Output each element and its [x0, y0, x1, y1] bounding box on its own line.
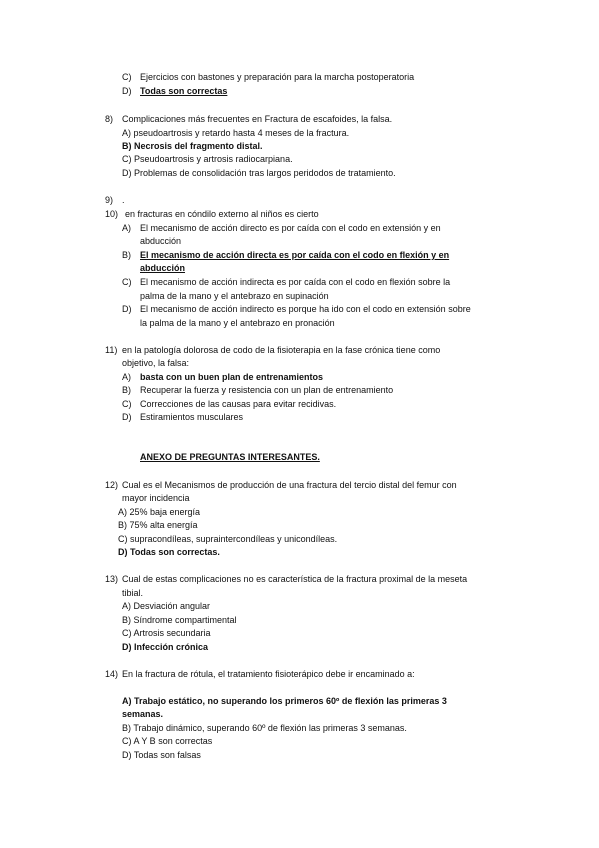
- question-number: 8): [105, 114, 114, 124]
- question-stem: objetivo, la falsa:: [122, 358, 190, 368]
- correct-answer: A) Trabajo estático, no superando los primeros 60º de flexión las primeras 3: [122, 696, 447, 706]
- question-number: 10): [105, 209, 119, 219]
- question-stem: .: [122, 195, 125, 205]
- option-text: El mecanismo de acción indirecta es por caída con el codo en flexión sobre la: [140, 277, 451, 287]
- option-label: D): [122, 304, 132, 314]
- question-stem: Complicaciones más frecuentes en Fractura de escafoides, la falsa.: [122, 114, 393, 124]
- option-label: C): [122, 277, 132, 287]
- option-label: C): [122, 399, 132, 409]
- option-text: B) Trabajo dinámico, superando 60º de flexión las primeras 3 semanas.: [122, 723, 407, 733]
- option-text: Estiramientos musculares: [140, 412, 244, 422]
- option-text: C) supracondíleas, supraintercondíleas y unicondíleas.: [118, 534, 338, 544]
- option-label: A): [122, 372, 131, 382]
- question-stem: Cual de estas complicaciones no es característica de la fractura proximal de la meseta: [122, 574, 468, 584]
- option-text: El mecanismo de acción indirecto es porque ha ido con el codo en extensión sobre: [140, 304, 471, 314]
- option-text: A) pseudoartrosis y retardo hasta 4 meses de la fractura.: [122, 128, 350, 138]
- option-text: C) A Y B son correctas: [122, 736, 213, 746]
- option-label: D): [122, 412, 132, 422]
- option-text: D) Problemas de consolidación tras largos peridodos de tratamiento.: [122, 168, 396, 178]
- option-label: A): [122, 223, 131, 233]
- correct-answer: B) Necrosis del fragmento distal.: [122, 141, 263, 151]
- correct-answer: abducción: [140, 263, 186, 273]
- question-number: 12): [105, 480, 119, 490]
- option-label: D): [122, 86, 132, 96]
- correct-answer: Todas son correctas: [140, 86, 228, 96]
- question-stem: en la patología dolorosa de codo de la fisioterapia en la fase crónica tiene como: [122, 345, 441, 355]
- option-label: C): [122, 72, 132, 82]
- question-stem: En la fractura de rótula, el tratamiento fisioterápico debe ir encaminado a:: [122, 669, 415, 679]
- correct-answer: D) Infección crónica: [122, 642, 209, 652]
- option-text: D) Todas son falsas: [122, 750, 201, 760]
- correct-answer: D) Todas son correctas.: [118, 547, 220, 557]
- section-heading: ANEXO DE PREGUNTAS INTERESANTES.: [140, 452, 320, 462]
- question-number: 13): [105, 574, 119, 584]
- option-label: B): [122, 385, 131, 395]
- option-text: Recuperar la fuerza y resistencia con un plan de entrenamiento: [140, 385, 394, 395]
- question-stem: Cual es el Mecanismos de producción de una fractura del tercio distal del femur con: [122, 480, 457, 490]
- option-text: Ejercicios con bastones y preparación para la marcha postoperatoria: [140, 72, 415, 82]
- correct-answer: semanas.: [122, 709, 164, 719]
- option-text: Correcciones de las causas para evitar recidivas.: [140, 399, 337, 409]
- option-text: B) Síndrome compartimental: [122, 615, 237, 625]
- option-label: B): [122, 250, 131, 260]
- question-number: 9): [105, 195, 114, 205]
- question-number: 14): [105, 669, 119, 679]
- correct-answer: basta con un buen plan de entrenamientos: [140, 372, 324, 382]
- option-text: C) Artrosis secundaria: [122, 628, 211, 638]
- option-text: El mecanismo de acción directo es por caída con el codo en extensión y en: [140, 223, 441, 233]
- option-text: la palma de la mano y el antebrazo en pronación: [140, 318, 335, 328]
- option-text: C) Pseudoartrosis y artrosis radiocarpiana.: [122, 154, 293, 164]
- option-text: A) Desviación angular: [122, 601, 211, 611]
- question-number: 11): [105, 345, 118, 355]
- option-text: A) 25% baja energía: [118, 507, 201, 517]
- question-stem: tibial.: [122, 588, 144, 598]
- question-stem: en fracturas en cóndilo externo al niños es cierto: [125, 209, 319, 219]
- option-text: abducción: [140, 236, 182, 246]
- correct-answer: El mecanismo de acción directa es por caída con el codo en flexión y en: [140, 250, 450, 260]
- option-text: B) 75% alta energía: [118, 520, 198, 530]
- question-stem: mayor incidencia: [122, 493, 190, 503]
- option-text: palma de la mano y el antebrazo en supinación: [140, 291, 329, 301]
